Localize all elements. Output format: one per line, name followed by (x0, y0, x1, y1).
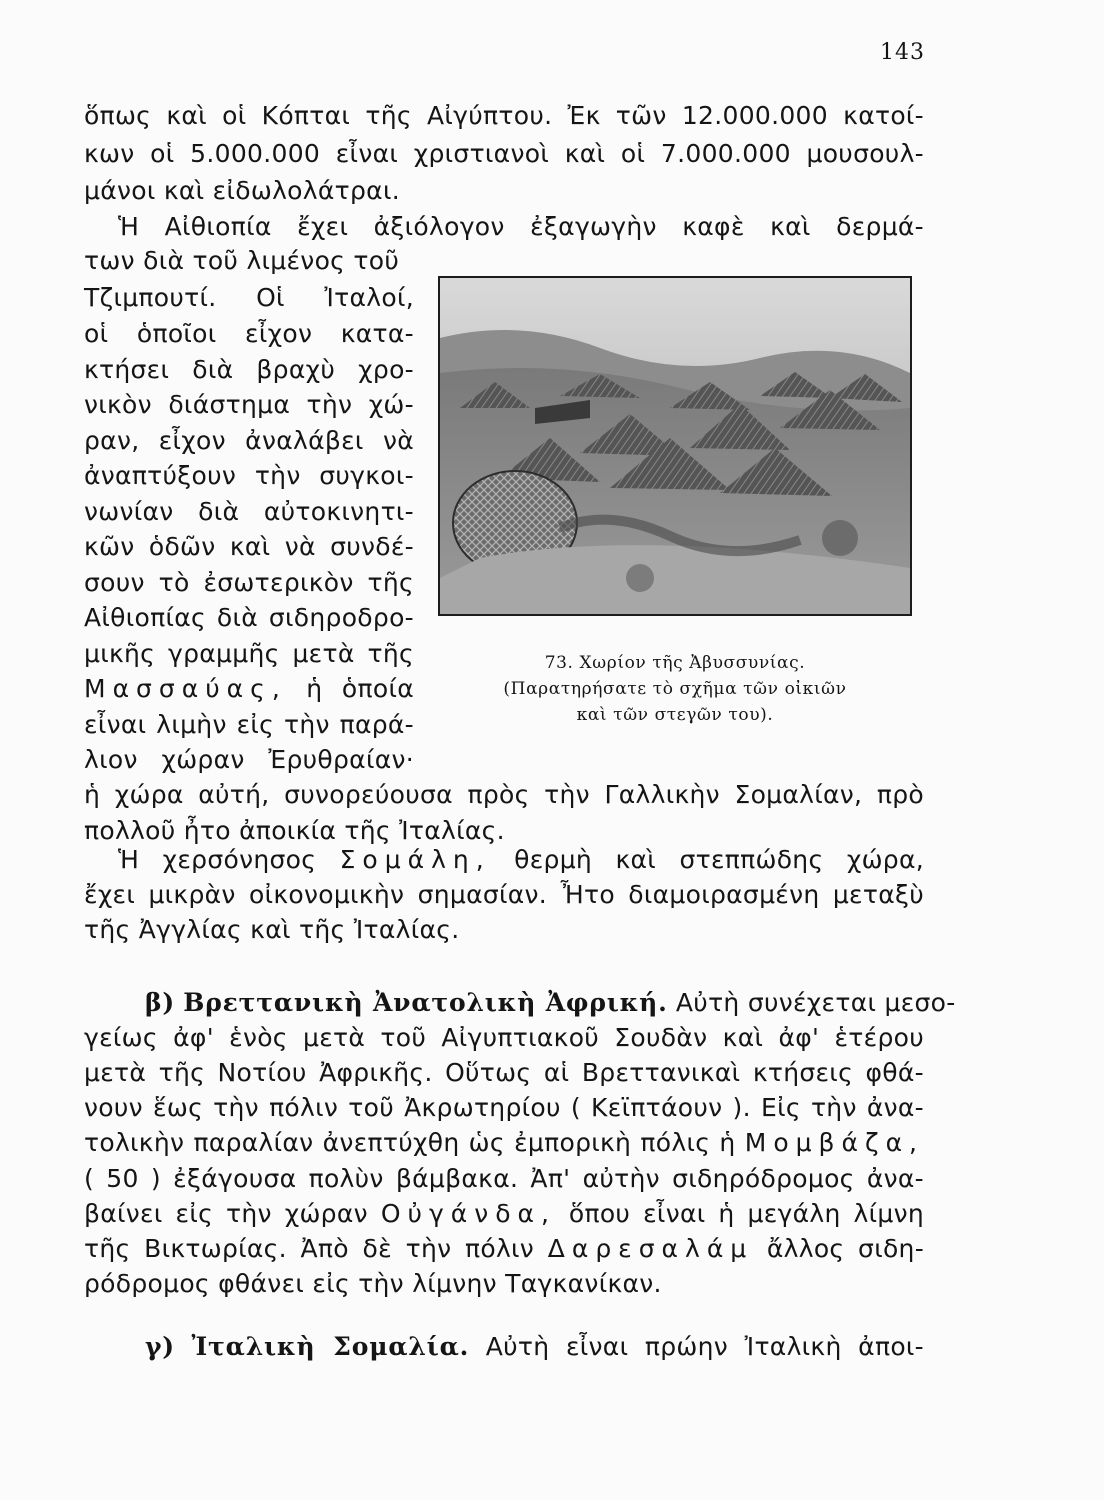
text-line: ὅπως καὶ οἱ Κόπται τῆς Αἰγύπτου. Ἐκ τῶν 12.000.000 κατοί- (84, 101, 924, 130)
place-name-somali: Σομάλη, (339, 845, 491, 874)
text-line: ἔχει μικρὰν οἰκονομικὴν σημασίαν. Ἦτο διαμοιρασμένη μεταξὺ (84, 880, 924, 909)
text-line: ραν, εἶχον ἀναλάβει νὰ (84, 426, 414, 455)
section-label-c: γ) (145, 1332, 175, 1361)
text-fragment: Αὐτὴ συνέχεται μεσο- (675, 988, 956, 1017)
text-line: ἡ χώρα αὐτή, συνορεύουσα πρὸς τὴν Γαλλικὴν Σομαλίαν, πρὸ (84, 780, 924, 809)
place-name-uganda: Οὐγάνδα, (380, 1199, 556, 1228)
text-fragment: ἄλλος σιδη- (766, 1234, 925, 1263)
text-fragment: ὅπου εἶναι ἡ μεγάλη λίμνη (568, 1199, 925, 1228)
section-heading-italian-somaliland: Ἰταλικὴ Σομαλία. (191, 1332, 470, 1361)
text-fragment: θερμὴ καὶ στεππώδης χώρα, (514, 845, 925, 874)
text-line: των διὰ τοῦ λιμένος τοῦ (84, 246, 400, 275)
section-heading-line (145, 1331, 924, 1363)
text-line: Τζιμπουτί. Οἱ Ἰταλοί, (84, 283, 414, 312)
text-line (84, 1198, 924, 1230)
text-line: ἀναπτύξουν τὴν συγκοι- (84, 461, 414, 490)
text-line: Αἰθιοπίας διὰ σιδηροδρο- (84, 603, 414, 632)
text-line: μάνοι καὶ εἰδωλολάτραι. (84, 176, 400, 205)
text-fragment: Αὐτὴ εἶναι πρώην Ἰταλικὴ ἀποι- (485, 1332, 924, 1361)
text-fragment: Ἡ χερσόνησος (118, 845, 317, 874)
text-line: λιον χώραν Ἐρυθραίαν· (84, 745, 414, 774)
figure-caption-title: 73. Χωρίον τῆς Ἀβυσσυνίας. (544, 653, 806, 673)
text-line: πολλοῦ ἦτο ἀποικία τῆς Ἰταλίας. (84, 816, 505, 845)
text-line: οἱ ὁποῖοι εἶχον κατα- (84, 319, 414, 348)
text-line (84, 1233, 924, 1265)
place-name-massaua: Μασσαύας, (84, 674, 287, 703)
text-line: κῶν ὁδῶν καὶ νὰ συνδέ- (84, 532, 414, 561)
text-line: μετὰ τῆς Νοτίου Ἀφρικῆς. Οὕτως αἱ Βρεττανικαὶ κτήσεις φθά- (84, 1058, 924, 1087)
section-heading-british-east-africa: Βρεττανικὴ Ἀνατολικὴ Ἀφρική. (183, 988, 668, 1017)
text-line: μικῆς γραμμῆς μετὰ τῆς (84, 639, 414, 668)
text-line: σουν τὸ ἐσωτερικὸν τῆς (84, 568, 414, 597)
figure-caption-note: καὶ τῶν στεγῶν του). (576, 705, 774, 725)
page-number: 143 (880, 40, 925, 65)
text-line (84, 1127, 924, 1159)
text-line: κων οἱ 5.000.000 εἶναι χριστιανοὶ καὶ οἱ 7.000.000 μουσουλ- (84, 139, 924, 168)
text-line: νουν ἕως τὴν πόλιν τοῦ Ἀκρωτηρίου ( Κεϊπτάουν ). Εἰς τὴν ἀνα- (84, 1093, 924, 1122)
village-photograph (438, 276, 912, 616)
text-fragment: τῆς Βικτωρίας. Ἀπὸ δὲ τὴν πόλιν (84, 1234, 535, 1263)
text-fragment: ἡ ὁποία (306, 674, 414, 703)
village-photo-illustration (440, 278, 910, 614)
text-line: ( 50 ) ἐξάγουσα πολὺν βάμβακα. Ἀπ' αὐτὴν σιδηρόδρομος ἀνα- (84, 1164, 924, 1193)
text-line: Ἡ Αἰθιοπία ἔχει ἀξιόλογον ἐξαγωγὴν καφὲ καὶ δερμά- (118, 212, 924, 241)
figure-caption-note: (Παρατηρήσατε τὸ σχῆμα τῶν οἰκιῶν (503, 679, 847, 699)
text-line: νικὸν διάστημα τὴν χώ- (84, 390, 414, 419)
text-line: νωνίαν διὰ αὐτοκινητι- (84, 497, 414, 526)
section-label-b: β) (145, 988, 176, 1017)
text-line (118, 844, 924, 876)
text-line: γείως ἀφ' ἑνὸς μετὰ τοῦ Αἰγυπτιακοῦ Σουδὰν καὶ ἀφ' ἑτέρου (84, 1023, 924, 1052)
place-name-mombasa: Μομβάζα, (744, 1128, 924, 1157)
text-line: εἶναι λιμὴν εἰς τὴν παρά- (84, 710, 414, 739)
text-fragment: τολικὴν παραλίαν ἀνεπτύχθη ὡς ἐμπορικὴ πόλις ἡ (84, 1128, 736, 1157)
text-line: ρόδρομος φθάνει εἰς τὴν λίμνην Ταγκανίκαν. (84, 1269, 662, 1298)
text-line (84, 673, 414, 705)
text-line: κτήσει διὰ βραχὺ χρο- (84, 355, 414, 384)
place-name-dar-es-salaam: Δαρεσαλάμ (547, 1234, 754, 1263)
section-heading-line (145, 987, 956, 1019)
text-fragment: βαίνει εἰς τὴν χώραν (84, 1199, 368, 1228)
text-line: τῆς Ἀγγλίας καὶ τῆς Ἰταλίας. (84, 915, 460, 944)
